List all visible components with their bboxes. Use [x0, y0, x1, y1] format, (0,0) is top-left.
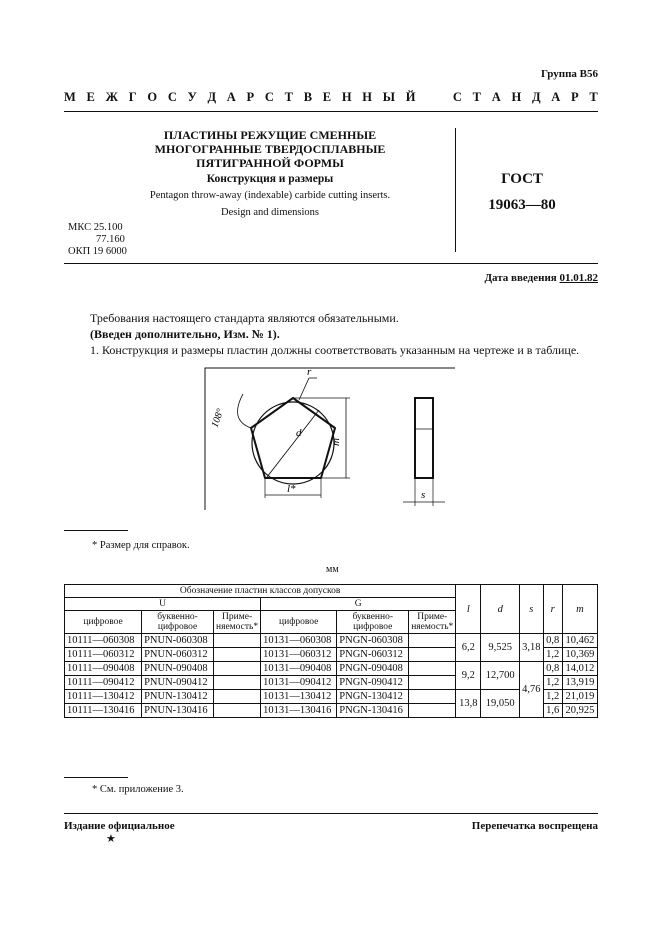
- group-code: Группа В56: [540, 68, 598, 80]
- header-designation-group: Обозначение пластин классов допусков: [65, 585, 456, 598]
- pentagon-outline: [251, 398, 335, 478]
- header-u-applicability: Приме- няемость*: [214, 611, 261, 634]
- title-ru-line-2: МНОГОГРАННЫЕ ТВЕРДОСПЛАВНЫЕ: [154, 142, 386, 156]
- clause-1: 1. Конструкция и размеры пластин должны соответствовать указанным на чертеже и в таблице.: [90, 343, 580, 357]
- angle-arc: [238, 394, 251, 428]
- reprint-prohibited-label: Перепечатка воспрещена: [471, 820, 598, 832]
- table-row: 10111—060308 PNUN-060308 10131—060308 PNGN-060308 6,2 9,525 3,18 0,8 10,462: [65, 634, 598, 648]
- official-edition-label: Издание официальное: [64, 820, 175, 832]
- title-ru-line-1: ПЛАСТИНЫ РЕЖУЩИЕ СМЕННЫЕ: [163, 128, 377, 142]
- side-view-outline: [415, 398, 433, 478]
- table-row: 10111—090408 PNUN-090408 10131—090408 PNGN-090408 9,2 12,700 4,76 0,8 14,012: [65, 662, 598, 676]
- title-block: [120, 128, 420, 219]
- insert-drawing: [195, 360, 465, 515]
- gost-number: 19063—80: [488, 197, 556, 213]
- dimensions-table: [64, 584, 598, 718]
- gost-label: ГОСТ: [501, 171, 543, 187]
- footnote-reference-size: * Размер для справок.: [92, 540, 190, 551]
- requirement-statement: Требования настоящего стандарта являются обязательными.: [90, 311, 399, 325]
- title-ru-line-3: ПЯТИГРАННОЙ ФОРМЫ: [196, 156, 344, 170]
- interstate-standard-heading: М Е Ж Г О С У Д А Р С Т В Е Н Н Ы Й С Т А Н Д А Р Т: [64, 90, 598, 104]
- header-g-applicability: Приме- няемость*: [409, 611, 456, 634]
- header-class-g: G: [261, 598, 456, 611]
- requirements-text: [90, 310, 579, 358]
- footer-rule: [64, 813, 598, 814]
- classification-rule: [64, 263, 598, 264]
- table-row: 10111—130412 PNUN-130412 10131—130412 PNGN-130412 13,8 19,050 1,2 21,019: [65, 690, 598, 704]
- label-m: m: [330, 438, 342, 446]
- header-g-alnum: буквенно- цифровое: [337, 611, 409, 634]
- title-ru-subtitle: Конструкция и размеры: [206, 173, 334, 185]
- header-s: s: [520, 585, 543, 634]
- label-d: d: [296, 427, 302, 439]
- radius-leader: [299, 378, 309, 400]
- footnote-appendix: * См. приложение 3.: [92, 784, 184, 795]
- title-divider: [455, 128, 456, 252]
- footnote-rule-1: [64, 530, 128, 531]
- label-r: r: [307, 366, 312, 378]
- header-class-u: U: [65, 598, 261, 611]
- mks-code-1: МКС 25.100: [68, 222, 123, 233]
- gost-designation: [462, 166, 582, 218]
- label-s: s: [421, 489, 426, 501]
- header-rule: [64, 111, 598, 112]
- header-g-numeric: цифровое: [261, 611, 337, 634]
- label-angle: 108°: [209, 407, 227, 430]
- header-l: l: [456, 585, 481, 634]
- table-row: 10111—060312 PNUN-060312 10131—060312 PNGN-060312 1,2 10,369: [65, 648, 598, 662]
- footnote-rule-2: [64, 777, 128, 778]
- header-r: r: [543, 585, 562, 634]
- introduction-date-value: 01.01.82: [559, 272, 598, 284]
- diameter-line: [267, 410, 319, 477]
- amendment-note: (Введен дополнительно, Изм. № 1).: [90, 327, 280, 341]
- title-en-line-2: Design and dimensions: [221, 207, 319, 218]
- header-d: d: [481, 585, 520, 634]
- introduction-date-label: Дата введения: [484, 272, 557, 284]
- header-m: m: [562, 585, 597, 634]
- table-row: 10111—130416 PNUN-130416 10131—130416 PNGN-130416 1,6 20,925: [65, 704, 598, 718]
- units-label: мм: [326, 564, 339, 575]
- table-row: 10111—090412 PNUN-090412 10131—090412 PNGN-090412 1,2 13,919: [65, 676, 598, 690]
- star-icon: ★: [106, 833, 116, 845]
- introduction-date: [484, 272, 598, 284]
- title-en-line-1: Pentagon throw-away (indexable) carbide cutting inserts.: [149, 190, 391, 201]
- header-u-alnum: буквенно- цифровое: [142, 611, 214, 634]
- classification-codes: [68, 222, 127, 258]
- header-u-numeric: цифровое: [65, 611, 142, 634]
- label-l: l*: [287, 483, 296, 495]
- okp-code: ОКП 19 6000: [68, 246, 127, 257]
- mks-code-2: 77.160: [96, 234, 125, 245]
